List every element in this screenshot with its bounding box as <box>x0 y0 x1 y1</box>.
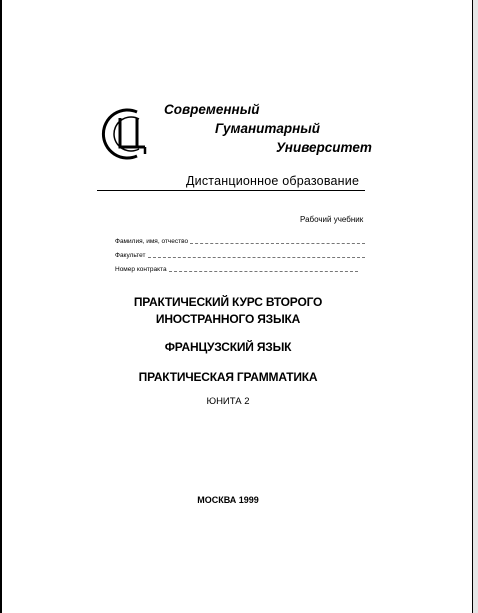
unit-label: ЮНИТА 2 <box>206 396 250 407</box>
university-name-line-3: Университет <box>276 140 372 155</box>
university-logo-icon <box>93 103 155 165</box>
course-title <box>94 294 362 328</box>
header-rule <box>97 190 365 191</box>
student-name-field <box>115 237 365 245</box>
distance-education-subtitle: Дистанционное образование <box>186 174 360 188</box>
contract-number-blank-line <box>169 265 358 272</box>
university-name-line-2: Гуманитарный <box>215 121 321 136</box>
page-gutter <box>473 0 478 613</box>
contract-number-label: Номер контракта <box>115 266 167 273</box>
student-name-blank-line <box>190 237 365 244</box>
document-type-label: Рабочий учебник <box>300 215 364 224</box>
place-year: МОСКВА 1999 <box>197 495 259 505</box>
course-title-line-2: ИНОСТРАННОГО ЯЗЫКА <box>155 312 301 326</box>
faculty-label: Факультет <box>115 252 146 259</box>
language-heading: ФРАНЦУЗСКИЙ ЯЗЫК <box>164 340 292 354</box>
student-name-label: Фамилия, имя, отчество <box>115 238 189 245</box>
page-left-border <box>0 0 2 613</box>
faculty-field <box>115 251 365 259</box>
topic-heading: ПРАКТИЧЕСКАЯ ГРАММАТИКА <box>138 370 318 384</box>
course-title-line-1: ПРАКТИЧЕСКИЙ КУРС ВТОРОГО <box>133 295 323 309</box>
contract-number-field <box>115 265 358 273</box>
university-name-line-1: Современный <box>164 102 260 117</box>
faculty-blank-line <box>148 251 365 258</box>
